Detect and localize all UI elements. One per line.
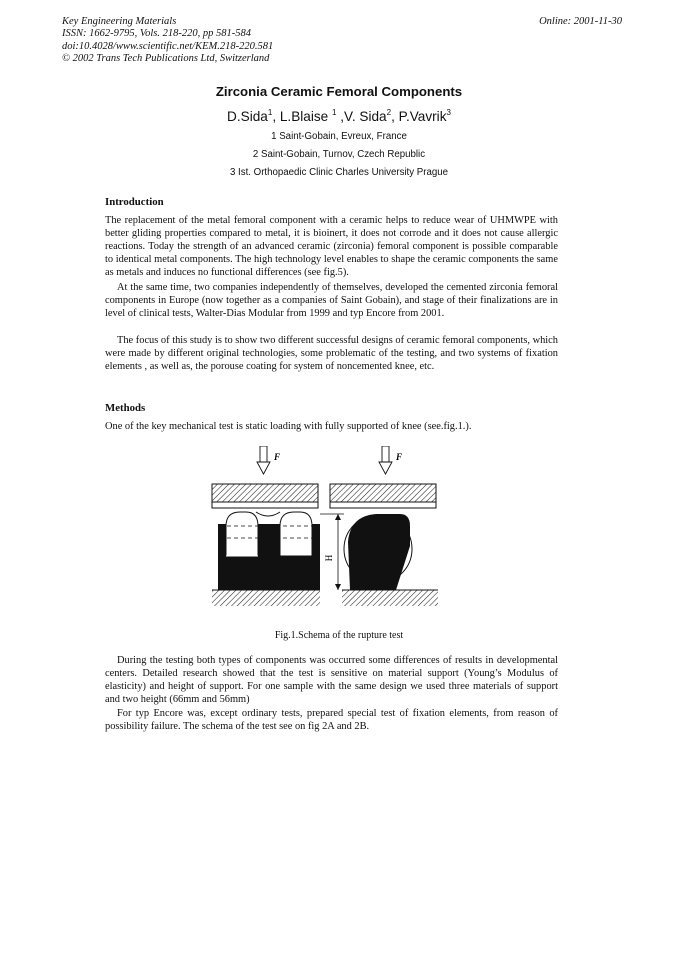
femoral-component-side-view (344, 514, 412, 590)
introduction-paragraph (105, 281, 558, 320)
load-plate-right (330, 484, 436, 502)
methods-heading: Methods (105, 402, 146, 414)
author-separator: , (272, 109, 280, 124)
author-affiliation-mark: 2 (386, 108, 392, 117)
methods-paragraph (105, 420, 558, 433)
author-name: P.Vavrik (398, 109, 447, 124)
pad-left (212, 502, 318, 508)
author-name: D.Sida (227, 109, 268, 124)
affiliation-1: 1 Saint-Gobain, Evreux, France (271, 131, 407, 142)
methods-paragraph (105, 654, 558, 706)
author-separator: , (336, 109, 345, 124)
introduction-paragraph (105, 334, 558, 373)
author-affiliation-mark: 3 (446, 108, 451, 117)
introduction-paragraph (105, 214, 558, 279)
force-arrow-left (257, 446, 270, 474)
force-label-left: F (274, 452, 281, 462)
issn-line: ISSN: 1662-9795, Vols. 218-220, pp 581-584 (62, 28, 251, 40)
copyright-line: © 2002 Trans Tech Publications Ltd, Switzerland (62, 53, 270, 65)
journal-header (62, 16, 622, 66)
paragraph-text: One of the key mechanical test is static loading with fully supported of knee (see.fig.1.). (105, 421, 472, 432)
force-arrow-right (379, 446, 392, 474)
author-separator: , (391, 109, 399, 124)
height-label: H (324, 554, 334, 562)
author-name: V. Sida (344, 109, 387, 124)
force-label-right: F (396, 452, 403, 462)
affiliation-3: 3 Ist. Orthopaedic Clinic Charles University Prague (229, 167, 449, 178)
support-base-left (212, 590, 320, 606)
methods-paragraph (105, 707, 558, 733)
author-name: L.Blaise (279, 109, 333, 124)
author-affiliation-mark: 1 (267, 108, 273, 117)
affiliation-2: 2 Saint-Gobain, Turnov, Czech Republic (252, 149, 426, 160)
rupture-test-schema-figure (210, 446, 440, 618)
paragraph-text: For typ Encore was, except ordinary tests, prepared special test of fixation elements, from reason of possibility failure. The schema of the test see on fig 2A and 2B. (105, 708, 558, 733)
introduction-heading: Introduction (105, 196, 164, 208)
paragraph-text: The focus of this study is to show two different successful designs of ceramic femoral components, which were made by different original technologies, some problematic of the testing, and two systems of fixation elements , as well as, the porouse coating for system of noncemented knee, etc. (105, 335, 558, 373)
femoral-component-front-view (218, 512, 320, 590)
paragraph-text: At the same time, two companies independently of themselves, developed the cemented zirconia femoral components in Europe (now together as a companies of Saint Gobain), and stage of their finalizations are in level of clinical tests, Walter-Dias Modular from 1999 and typ Encore from 2001. (105, 282, 558, 320)
paragraph-text: The replacement of the metal femoral component with a ceramic helps to reduce wear of UHMWPE with better gliding properties compared to metal, it is bioinert, it does not corrode and it does not cause allergic reactions. Today the strength of an advanced ceramic (zirconia) femoral component is possible comparable to identical metal components. The high technology level enables to shape the ceramic components the same as metals and induces no functional differences (see fig.5). (105, 215, 558, 279)
load-plate-left (212, 484, 318, 502)
journal-name: Key Engineering Materials (62, 16, 177, 27)
paragraph-text: During the testing both types of components was occurred some differences of results in developmental centers. Detailed research showed that the test is sensitive on material support (Young’s Modulus of elasticity) and height of support. For one sample with the same design we used three materials of support and two height (66mm and 56mm) (105, 655, 558, 706)
figure-caption: Fig.1.Schema of the rupture test (274, 630, 404, 641)
author-list (0, 108, 678, 124)
support-base-right (342, 590, 438, 606)
doi-line: doi:10.4028/www.scientific.net/KEM.218-220.581 (62, 40, 274, 52)
paper-title: Zirconia Ceramic Femoral Components (215, 84, 463, 99)
pad-right (330, 502, 436, 508)
author-affiliation-mark: 1 (332, 108, 337, 117)
online-date: Online: 2001-11-30 (539, 16, 622, 27)
height-dimension (320, 514, 344, 590)
